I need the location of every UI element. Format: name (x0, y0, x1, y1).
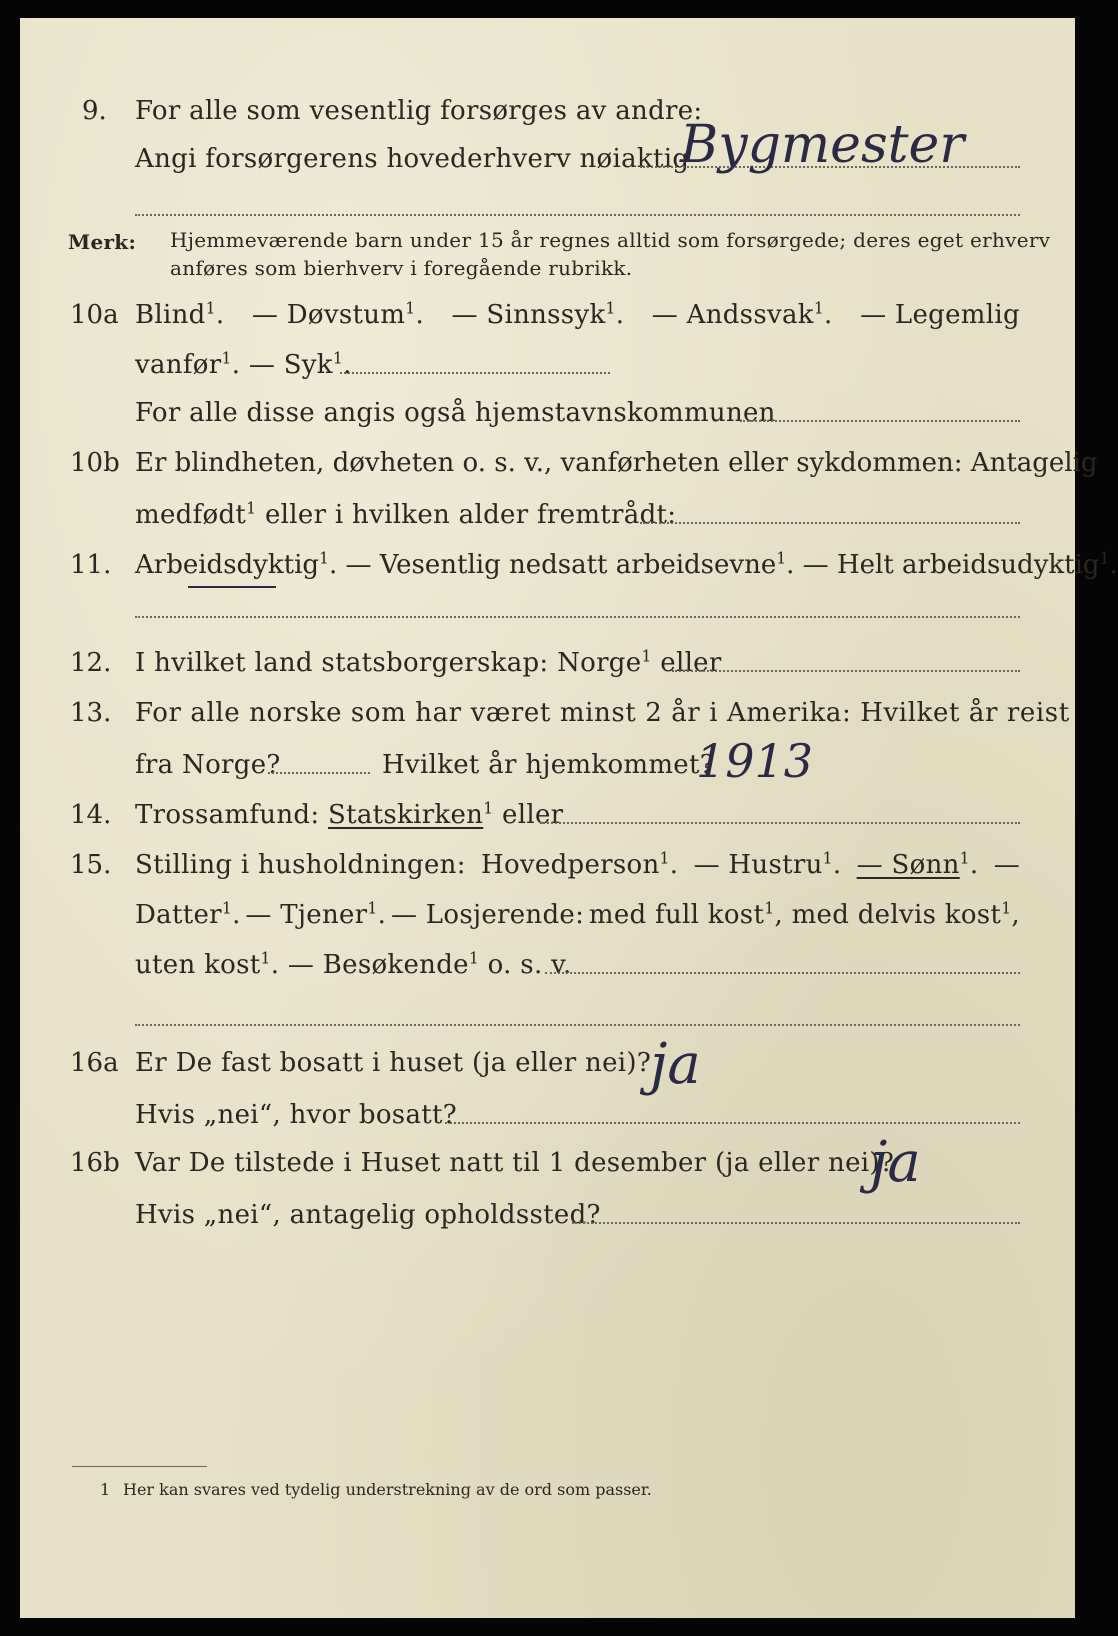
q16b-number: 16b (70, 1148, 120, 1178)
q10a-hjemstavn-line (740, 420, 1020, 422)
merk-line1: Hjemmeværende barn under 15 år regnes alltid som forsørgede; deres eget erhverv (170, 228, 1051, 252)
q16b-line1: Var De tilstede i Huset natt til 1 desember (ja eller nei)? (135, 1148, 895, 1178)
q10b-line1: Er blindheten, døvheten o. s. v., vanførheten eller sykdommen: Antagelig (135, 448, 1098, 478)
q16b-opholdssted-line (572, 1222, 1020, 1224)
q16a-bosatt-line (445, 1122, 1020, 1124)
q10a-syk-line (340, 372, 610, 374)
q16b-handwritten-answer: ja (870, 1130, 921, 1195)
q10b-number: 10b (70, 448, 120, 478)
q10a-andssvak: — Andssvak$^1$. (651, 299, 833, 330)
q11-arbeidsdyktig: Arbeidsdyktig (135, 550, 320, 580)
q10a-sinnssyk: — Sinnssyk$^1$. (451, 299, 625, 330)
footnote-mark: 1 (100, 1480, 111, 1499)
merk-line2: anføres som bierhverv i foregående rubrikk. (170, 256, 633, 280)
q10a-dovstum: — Døvstum$^1$. (251, 299, 425, 330)
q14-answer-line (540, 822, 1020, 824)
q15-answer-line (545, 972, 1020, 974)
census-form-page (20, 18, 1118, 1618)
q11-extra-line (135, 616, 1020, 618)
q16a-handwritten-answer: ja (650, 1032, 701, 1097)
q15-line2: Datter$^1$. — Tjener$^1$. — Losjerende: med full kost$^1$, med delvis kost$^1$, (135, 899, 1020, 930)
q10a-blind: Blind$^1$. (135, 299, 225, 330)
q14-statskirken-underlined: Statskirken (327, 800, 484, 830)
q12-answer-line (672, 670, 1020, 672)
q9-line1: For alle som vesentlig forsørges av andre: (135, 96, 703, 126)
q13-reist-line (268, 772, 370, 774)
q15-number: 15. (70, 850, 112, 880)
q13-number: 13. (70, 698, 112, 728)
merk-label: Merk: (68, 230, 137, 254)
footnote-rule (72, 1466, 207, 1467)
q13-line2a: fra Norge? (135, 750, 281, 780)
q11-number: 11. (70, 550, 112, 580)
q15-extra-line (135, 1024, 1020, 1026)
q12-line: I hvilket land statsborgerskap: Norge$^1$ eller (135, 647, 722, 678)
q10b-line2: medfødt$^1$ eller i hvilken alder fremtrådt: (135, 499, 677, 530)
q10a-line2: vanfør$^1$. — Syk$^1$. (135, 349, 352, 380)
q14-number: 14. (70, 800, 112, 830)
footnote-text: Her kan svares ved tydelig understrekning av de ord som passer. (123, 1480, 652, 1499)
q16a-line1: Er De fast bosatt i huset (ja eller nei)? (135, 1048, 652, 1078)
q16a-number: 16a (70, 1048, 119, 1078)
q10b-answer-line (640, 522, 1020, 524)
q13-line1: For alle norske som har været minst 2 år i Amerika: Hvilket år reist (135, 698, 1070, 728)
q16a-line2: Hvis „nei“, hvor bosatt? (135, 1100, 457, 1130)
q16b-line2: Hvis „nei“, antagelig opholdssted? (135, 1200, 601, 1230)
q13-handwritten-year: 1913 (696, 734, 814, 788)
q15-sonn-underlined: — Sønn (856, 850, 960, 880)
q15-line1: Stilling i husholdningen: Hovedperson$^1$. — Hustru$^1$. — Sønn$^1$. — (135, 849, 1020, 880)
q9-line2: Angi forsørgerens hovederhverv nøiaktig (135, 144, 690, 174)
q12-number: 12. (70, 648, 112, 678)
q10a-line3: For alle disse angis også hjemstavnskommunen (135, 398, 776, 428)
q13-line2b: Hvilket år hjemkommet? (382, 750, 714, 780)
q10a-line1 (135, 300, 1020, 330)
q10a-legemlig: — Legemlig (860, 300, 1020, 330)
q9-number: 9. (82, 96, 107, 126)
q10a-number: 10a (70, 300, 119, 330)
q11-line: Arbeidsdyktig$^1$. — Vesentlig nedsatt arbeidsevne$^1$. — Helt arbeidsudyktig$^1$. (135, 549, 1118, 580)
q9-handwritten-answer: Bygmester (680, 115, 965, 175)
q15-line3: uten kost$^1$. — Besøkende$^1$ o. s. v. (135, 949, 572, 980)
q11-handwritten-underline (188, 586, 276, 588)
q9-extra-line (135, 214, 1020, 216)
q14-line: Trossamfund: Statskirken$^1$ eller (135, 799, 564, 830)
